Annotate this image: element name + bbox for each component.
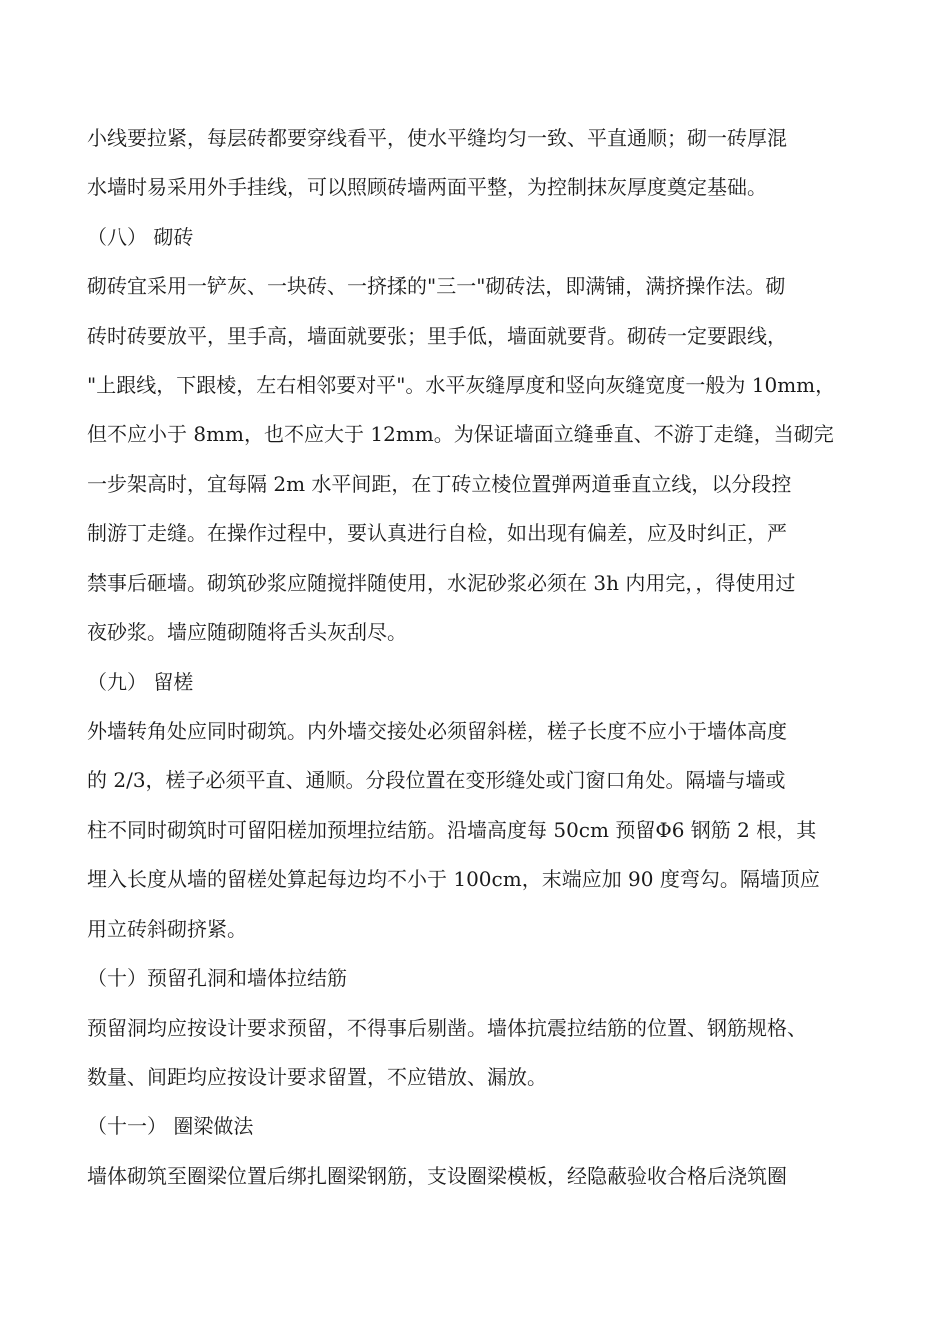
- paragraph-line: 柱不同时砌筑时可留阳槎加预埋拉结筋。沿墙高度每 50cm 预留Φ6 钢筋 2 根，其: [87, 818, 817, 842]
- paragraph-line: 用立砖斜砌挤紧。: [87, 917, 247, 941]
- paragraph-line: 一步架高时，宜每隔 2m 水平间距，在丁砖立棱位置弹两道垂直立线，以分段控: [87, 472, 792, 496]
- paragraph-line: "上跟线，下跟棱，左右相邻要对平"。水平灰缝厚度和竖向灰缝宽度一般为 10mm，: [87, 373, 836, 397]
- paragraph-line: 预留洞均应按设计要求预留，不得事后剔凿。墙体抗震拉结筋的位置、钢筋规格、: [87, 1016, 807, 1040]
- paragraph-line: 埋入长度从墙的留槎处算起每边均不小于 100cm，末端应加 90 度弯勾。隔墙顶应: [87, 867, 820, 891]
- paragraph-line: 禁事后砸墙。砌筑砂浆应随搅拌随使用，水泥砂浆必须在 3h 内用完，，得使用过: [87, 571, 796, 595]
- paragraph-line: 墙体砌筑至圈梁位置后绑扎圈梁钢筋，支设圈梁模板，经隐蔽验收合格后浇筑圈: [87, 1164, 787, 1188]
- paragraph-line: 砖时砖要放平，里手高，墙面就要张；里手低，墙面就要背。砌砖一定要跟线，: [87, 324, 787, 348]
- paragraph-line: 数量、间距均应按设计要求留置，不应错放、漏放。: [87, 1065, 547, 1089]
- paragraph-line: 但不应小于 8mm，也不应大于 12mm。为保证墙面立缝垂直、不游丁走缝，当砌完: [87, 422, 834, 446]
- paragraph-line: 水墙时易采用外手挂线，可以照顾砖墙两面平整，为控制抹灰厚度奠定基础。: [87, 175, 767, 199]
- section-heading-9: （九） 留槎: [87, 670, 194, 694]
- paragraph-line: 的 2/3，槎子必须平直、通顺。分段位置在变形缝处或门窗口角处。隔墙与墙或: [87, 768, 786, 792]
- paragraph-line: 小线要拉紧，每层砖都要穿线看平，使水平缝均匀一致、平直通顺；砌一砖厚混: [87, 126, 787, 150]
- section-heading-10: （十）预留孔洞和墙体拉结筋: [87, 966, 347, 990]
- section-heading-8: （八） 砌砖: [87, 225, 194, 249]
- paragraph-line: 夜砂浆。墙应随砌随将舌头灰刮尽。: [87, 620, 407, 644]
- paragraph-line: 制游丁走缝。在操作过程中，要认真进行自检，如出现有偏差，应及时纠正，严: [87, 521, 787, 545]
- section-heading-11: （十一） 圈梁做法: [87, 1114, 254, 1138]
- paragraph-line: 外墙转角处应同时砌筑。内外墙交接处必须留斜槎，槎子长度不应小于墙体高度: [87, 719, 787, 743]
- paragraph-line: 砌砖宜采用一铲灰、一块砖、一挤揉的"三一"砌砖法，即满铺，满挤操作法。砌: [87, 274, 786, 298]
